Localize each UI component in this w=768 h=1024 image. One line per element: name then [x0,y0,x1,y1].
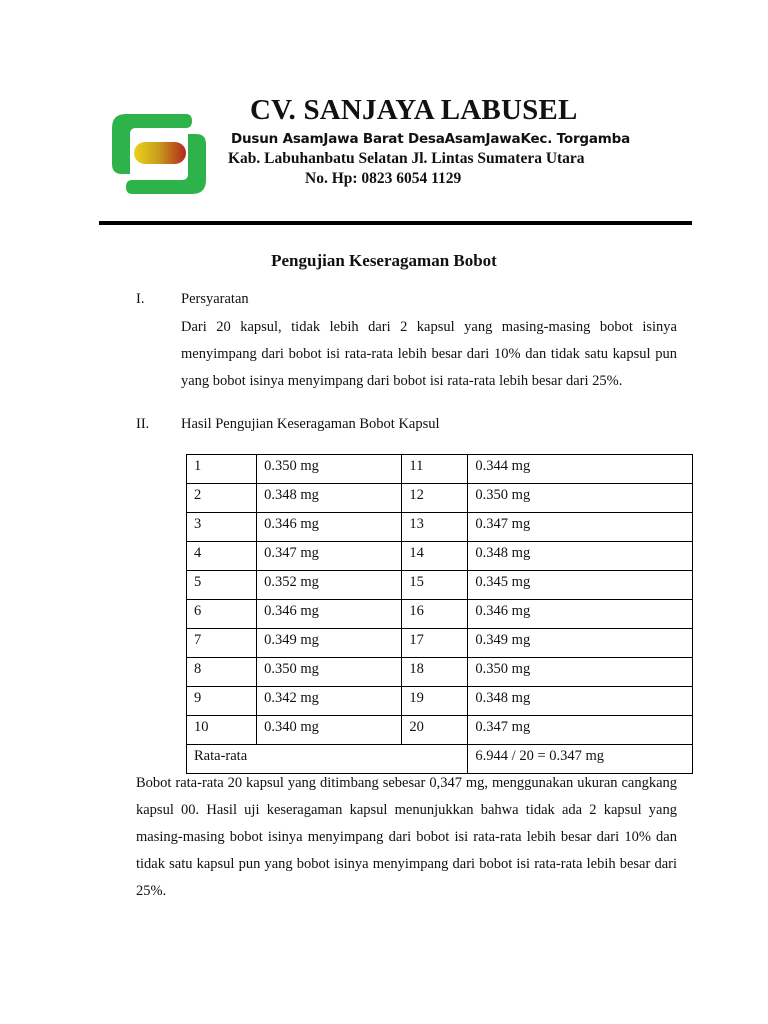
capsule-weight-cell: 0.350 mg [468,658,693,687]
table-row [187,484,693,513]
capsule-number-cell: 7 [187,629,257,658]
table-row [187,513,693,542]
capsule-number-cell: 19 [402,687,468,716]
capsule-weight-cell: 0.347 mg [468,513,693,542]
capsule-number-cell: 20 [402,716,468,745]
capsule-weight-cell: 0.350 mg [257,658,402,687]
weight-table [186,454,693,774]
capsule-number-cell: 14 [402,542,468,571]
capsule-number-cell: 9 [187,687,257,716]
capsule-weight-cell: 0.348 mg [257,484,402,513]
capsule-weight-cell: 0.346 mg [468,600,693,629]
section-1-heading: Persyaratan [181,291,249,307]
capsule-number-cell: 15 [402,571,468,600]
table-row [187,716,693,745]
address-line-1: Dusun AsamJawa Barat DesaAsamJawaKec. Torgamba [231,131,631,147]
average-value-cell: 6.944 / 20 = 0.347 mg [468,745,693,774]
capsule-weight-cell: 0.350 mg [257,455,402,484]
capsule-weight-cell: 0.346 mg [257,513,402,542]
header-divider [99,221,692,225]
capsule-weight-cell: 0.344 mg [468,455,693,484]
weight-table-body [187,455,693,774]
capsule-logo-icon [108,112,210,196]
capsule-weight-cell: 0.349 mg [257,629,402,658]
capsule-number-cell: 11 [402,455,468,484]
table-row [187,629,693,658]
section-1-text: Dari 20 kapsul, tidak lebih dari 2 kapsul yang masing-masing bobot isinya menyimpang dari bobot isi rata-rata lebih besar dari 10% dan tidak satu kapsul pun yang bobot isinya menyimpang dari bobot isi rata-rata lebih besar dari 25%. [181,319,677,389]
table-row [187,687,693,716]
address-line-2: Kab. Labuhanbatu Selatan Jl. Lintas Sumatera Utara [228,150,585,167]
capsule-number-cell: 12 [402,484,468,513]
table-row [187,658,693,687]
capsule-number-cell: 8 [187,658,257,687]
document-title: Pengujian Keseragaman Bobot [271,251,497,270]
capsule-number-cell: 16 [402,600,468,629]
capsule-number-cell: 17 [402,629,468,658]
average-label-cell: Rata-rata [187,745,468,774]
phone-line: No. Hp: 0823 6054 1129 [305,170,462,187]
capsule-number-cell: 18 [402,658,468,687]
capsule-number-cell: 10 [187,716,257,745]
capsule-weight-cell: 0.348 mg [468,687,693,716]
capsule-weight-cell: 0.350 mg [468,484,693,513]
capsule-number-cell: 3 [187,513,257,542]
capsule-number-cell: 13 [402,513,468,542]
table-row [187,600,693,629]
capsule-weight-cell: 0.347 mg [468,716,693,745]
capsule-number-cell: 6 [187,600,257,629]
capsule-number-cell: 5 [187,571,257,600]
capsule-weight-cell: 0.347 mg [257,542,402,571]
capsule-weight-cell: 0.346 mg [257,600,402,629]
capsule-weight-cell: 0.349 mg [468,629,693,658]
table-row [187,455,693,484]
capsule-number-cell: 4 [187,542,257,571]
table-row [187,571,693,600]
table-row [187,542,693,571]
section-1-number: I. [136,291,145,307]
capsule-number-cell: 1 [187,455,257,484]
conclusion-text: Bobot rata-rata 20 kapsul yang ditimbang sebesar 0,347 mg, menggunakan ukuran cangkang kapsul 00. Hasil uji keseragaman kapsul menunjukkan bahwa tidak ada 2 kapsul yang masing-masing bobot isinya menyimpang dari bobot isi rata-rata lebih besar dari 10% dan tidak satu kapsul pun yang bobot isinya menyimpang dari bobot isi rata-rata lebih besar dari 25%. [136,775,677,899]
capsule-weight-cell: 0.340 mg [257,716,402,745]
capsule-weight-cell: 0.342 mg [257,687,402,716]
section-2-heading: Hasil Pengujian Keseragaman Bobot Kapsul [181,416,440,432]
section-2-number: II. [136,416,150,432]
capsule-weight-cell: 0.345 mg [468,571,693,600]
company-name: CV. SANJAYA LABUSEL [250,94,578,126]
capsule-weight-cell: 0.352 mg [257,571,402,600]
capsule-weight-cell: 0.348 mg [468,542,693,571]
capsule-number-cell: 2 [187,484,257,513]
